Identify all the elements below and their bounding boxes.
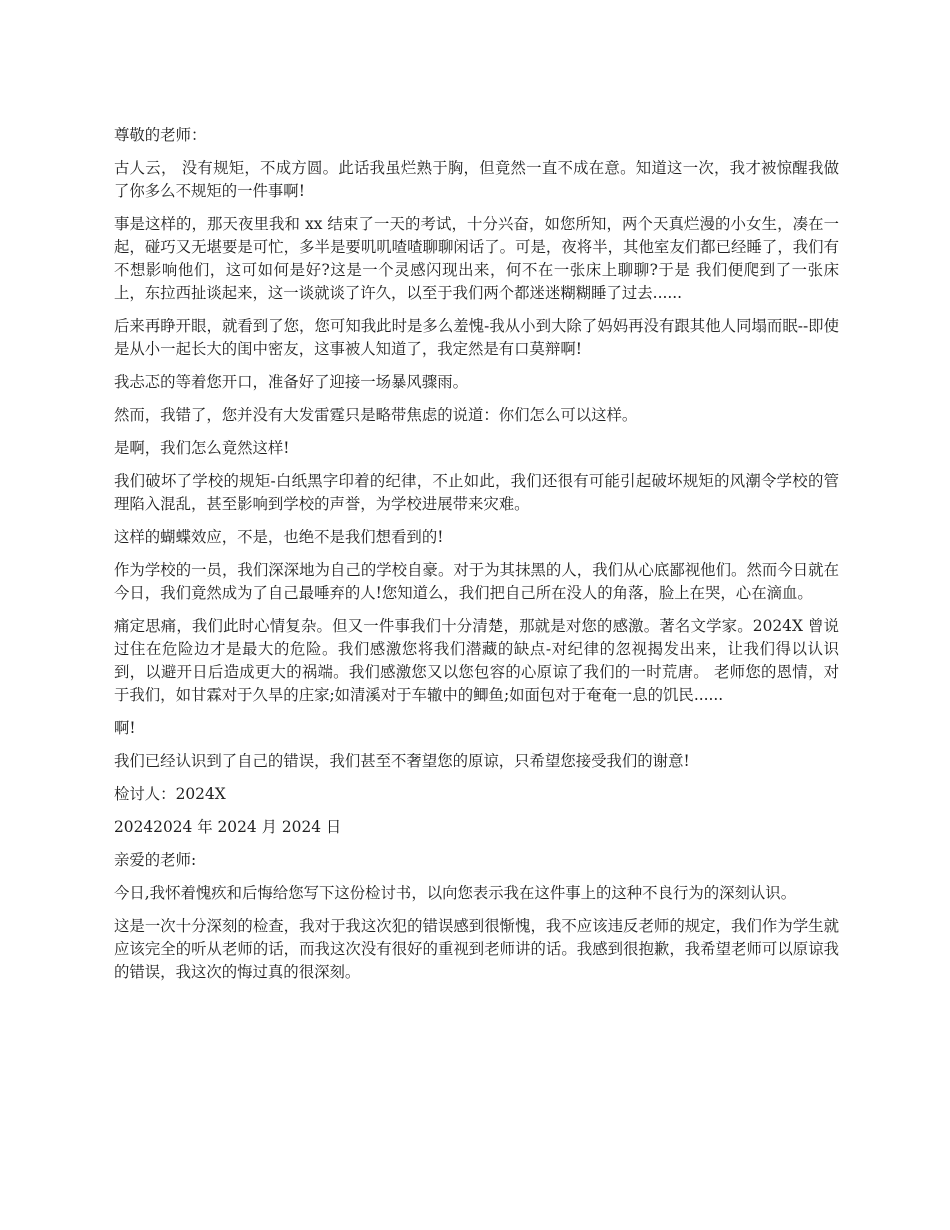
salutation: 尊敬的老师： (114, 126, 207, 144)
body-paragraph: 然而，我错了，您并没有大发雷霆只是略带焦虑的说道：你们怎么可以这样。 (114, 406, 638, 424)
document-page (114, 124, 839, 994)
body-paragraph: 这是一次十分深刻的检查，我对于我这次犯的错误感到很惭愧，我不应该违反老师的规定，我们作为学生就应该完全的听从老师的话，而我这次没有很好的重视到老师讲的话。我感到很抱歉，我希望老师可以原谅我的错误，我这次的悔过真的很深刻。 (114, 917, 839, 981)
body-paragraph: 痛定思痛，我们此时心情复杂。但又一件事我们十分清楚，那就是对您的感激。著名文学家。2024X 曾说过住在危险边才是最大的危险。我们感激您将我们潜藏的缺点-对纪律的忽视揭发出来，让我们得以认识到，以避开日后造成更大的祸端。我们感激您又以您包容的心原谅了我们的一时荒唐。 老师您的恩情，对于我们，如甘霖对于久旱的庄家;如清溪对于车辙中的鲫鱼;如面包对于奄奄一息的饥民...... (114, 617, 839, 704)
body-paragraph: 这样的蝴蝶效应，不是，也绝不是我们想看到的! (114, 528, 444, 546)
signature-line: 检讨人：2024X (114, 785, 226, 803)
body-paragraph: 今日,我怀着愧疚和后悔给您写下这份检讨书，以向您表示我在这件事上的这种不良行为的深刻认识。 (114, 884, 797, 902)
salutation: 亲爱的老师: (114, 851, 197, 869)
body-paragraph: 我忐忑的等着您开口，准备好了迎接一场暴风骤雨。 (114, 373, 468, 391)
date-line: 20242024 年 2024 月 2024 日 (114, 818, 342, 836)
body-paragraph: 我们已经认识到了自己的错误，我们甚至不奢望您的原谅，只希望您接受我们的谢意! (114, 752, 690, 770)
body-paragraph: 啊! (114, 719, 136, 737)
body-paragraph: 是啊，我们怎么竟然这样! (114, 439, 290, 457)
body-paragraph: 古人云， 没有规矩，不成方圆。此话我虽烂熟于胸，但竟然一直不成在意。知道这一次，我才被惊醒我做了你多么不规矩的一件事啊! (114, 159, 839, 200)
body-paragraph: 后来再睁开眼，就看到了您，您可知我此时是多么羞愧-我从小到大除了妈妈再没有跟其他人同塌而眠--即使是从小一起长大的闺中密友，这事被人知道了，我定然是有口莫辩啊! (114, 317, 839, 358)
body-paragraph: 我们破坏了学校的规矩-白纸黑字印着的纪律，不止如此，我们还很有可能引起破坏规矩的风潮令学校的管理陷入混乱，甚至影响到学校的声誉，为学校进展带来灾难。 (114, 472, 839, 513)
body-paragraph: 事是这样的，那天夜里我和 xx 结束了一天的考试，十分兴奋，如您所知，两个天真烂漫的小女生，凑在一起，碰巧又无堪要是可忙，多半是要叽叽喳喳聊聊闲话了。可是，夜将半，其他室友们都已经睡了，我们有不想影响他们，这可如何是好?这是一个灵感闪现出来，何不在一张床上聊聊?于是 我们便爬到了一张床上，东拉西扯谈起来，这一谈就谈了许久，以至于我们两个都迷迷糊糊睡了过去...... (114, 215, 839, 302)
body-paragraph: 作为学校的一员，我们深深地为自己的学校自豪。对于为其抹黑的人，我们从心底鄙视他们。然而今日就在今日，我们竟然成为了自己最唾弃的人!您知道么，我们把自己所在没人的角落，脸上在哭，心在滴血。 (114, 561, 839, 602)
